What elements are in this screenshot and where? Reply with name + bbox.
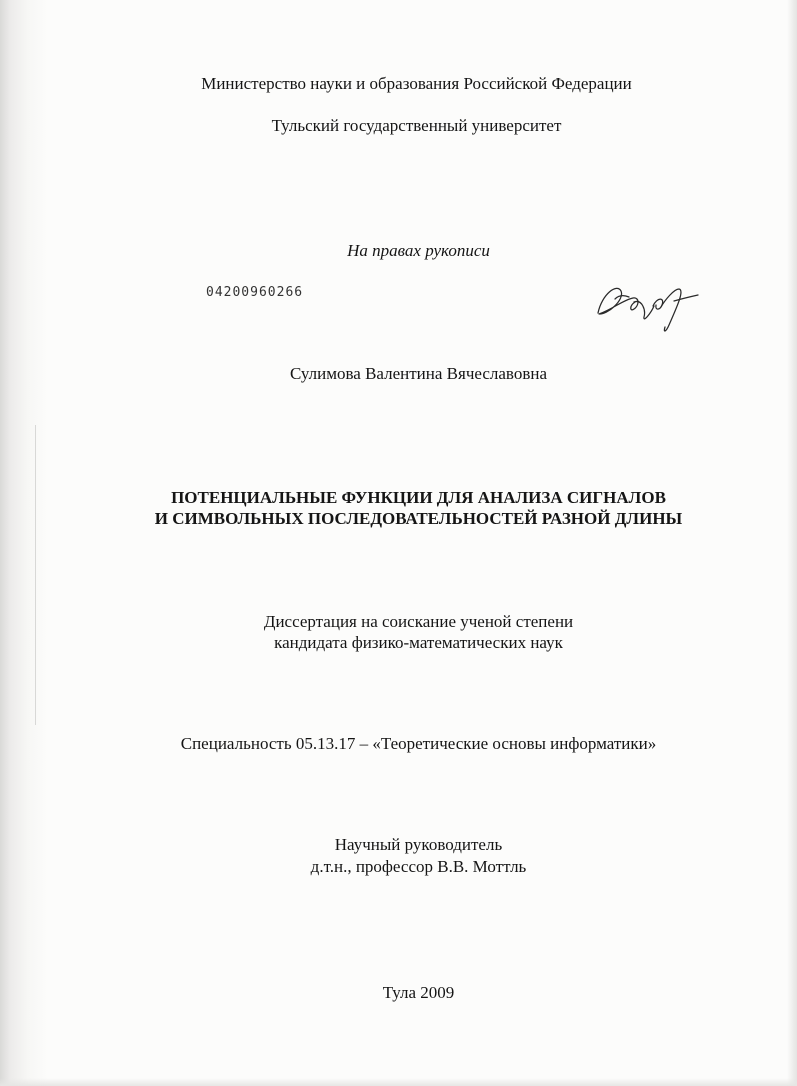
catalog-stamp-number: 04200960266 bbox=[206, 285, 304, 300]
dissertation-title-line-2: И СИМВОЛЬНЫХ ПОСЛЕДОВАТЕЛЬНОСТЕЙ РАЗНОЙ ДЛИНЫ bbox=[154, 509, 683, 528]
city-year: Тула 2009 bbox=[382, 983, 455, 1002]
ministry-heading: Министерство науки и образования Российской Федерации bbox=[201, 74, 632, 93]
degree-line-2: кандидата физико-математических наук bbox=[274, 633, 563, 652]
specialty-line: Специальность 05.13.17 – «Теоретические основы информатики» bbox=[180, 734, 657, 753]
scan-left-shadow bbox=[0, 0, 48, 1086]
dissertation-title-line-1: ПОТЕНЦИАЛЬНЫЕ ФУНКЦИИ ДЛЯ АНАЛИЗА СИГНАЛОВ bbox=[171, 488, 666, 507]
scan-binding-mark bbox=[35, 425, 36, 725]
degree-line-1: Диссертация на соискание ученой степени bbox=[263, 612, 574, 631]
university-heading: Тульский государственный университет bbox=[271, 116, 562, 135]
advisor-name: д.т.н., профессор В.В. Моттль bbox=[310, 857, 527, 876]
author-name: Сулимова Валентина Вячеславовна bbox=[289, 364, 548, 383]
manuscript-note: На правах рукописи bbox=[347, 241, 490, 260]
scan-right-shadow bbox=[787, 0, 797, 1086]
handwritten-signature-icon bbox=[590, 270, 705, 340]
advisor-title: Научный руководитель bbox=[334, 835, 503, 854]
scan-bottom-shadow bbox=[0, 1078, 797, 1086]
